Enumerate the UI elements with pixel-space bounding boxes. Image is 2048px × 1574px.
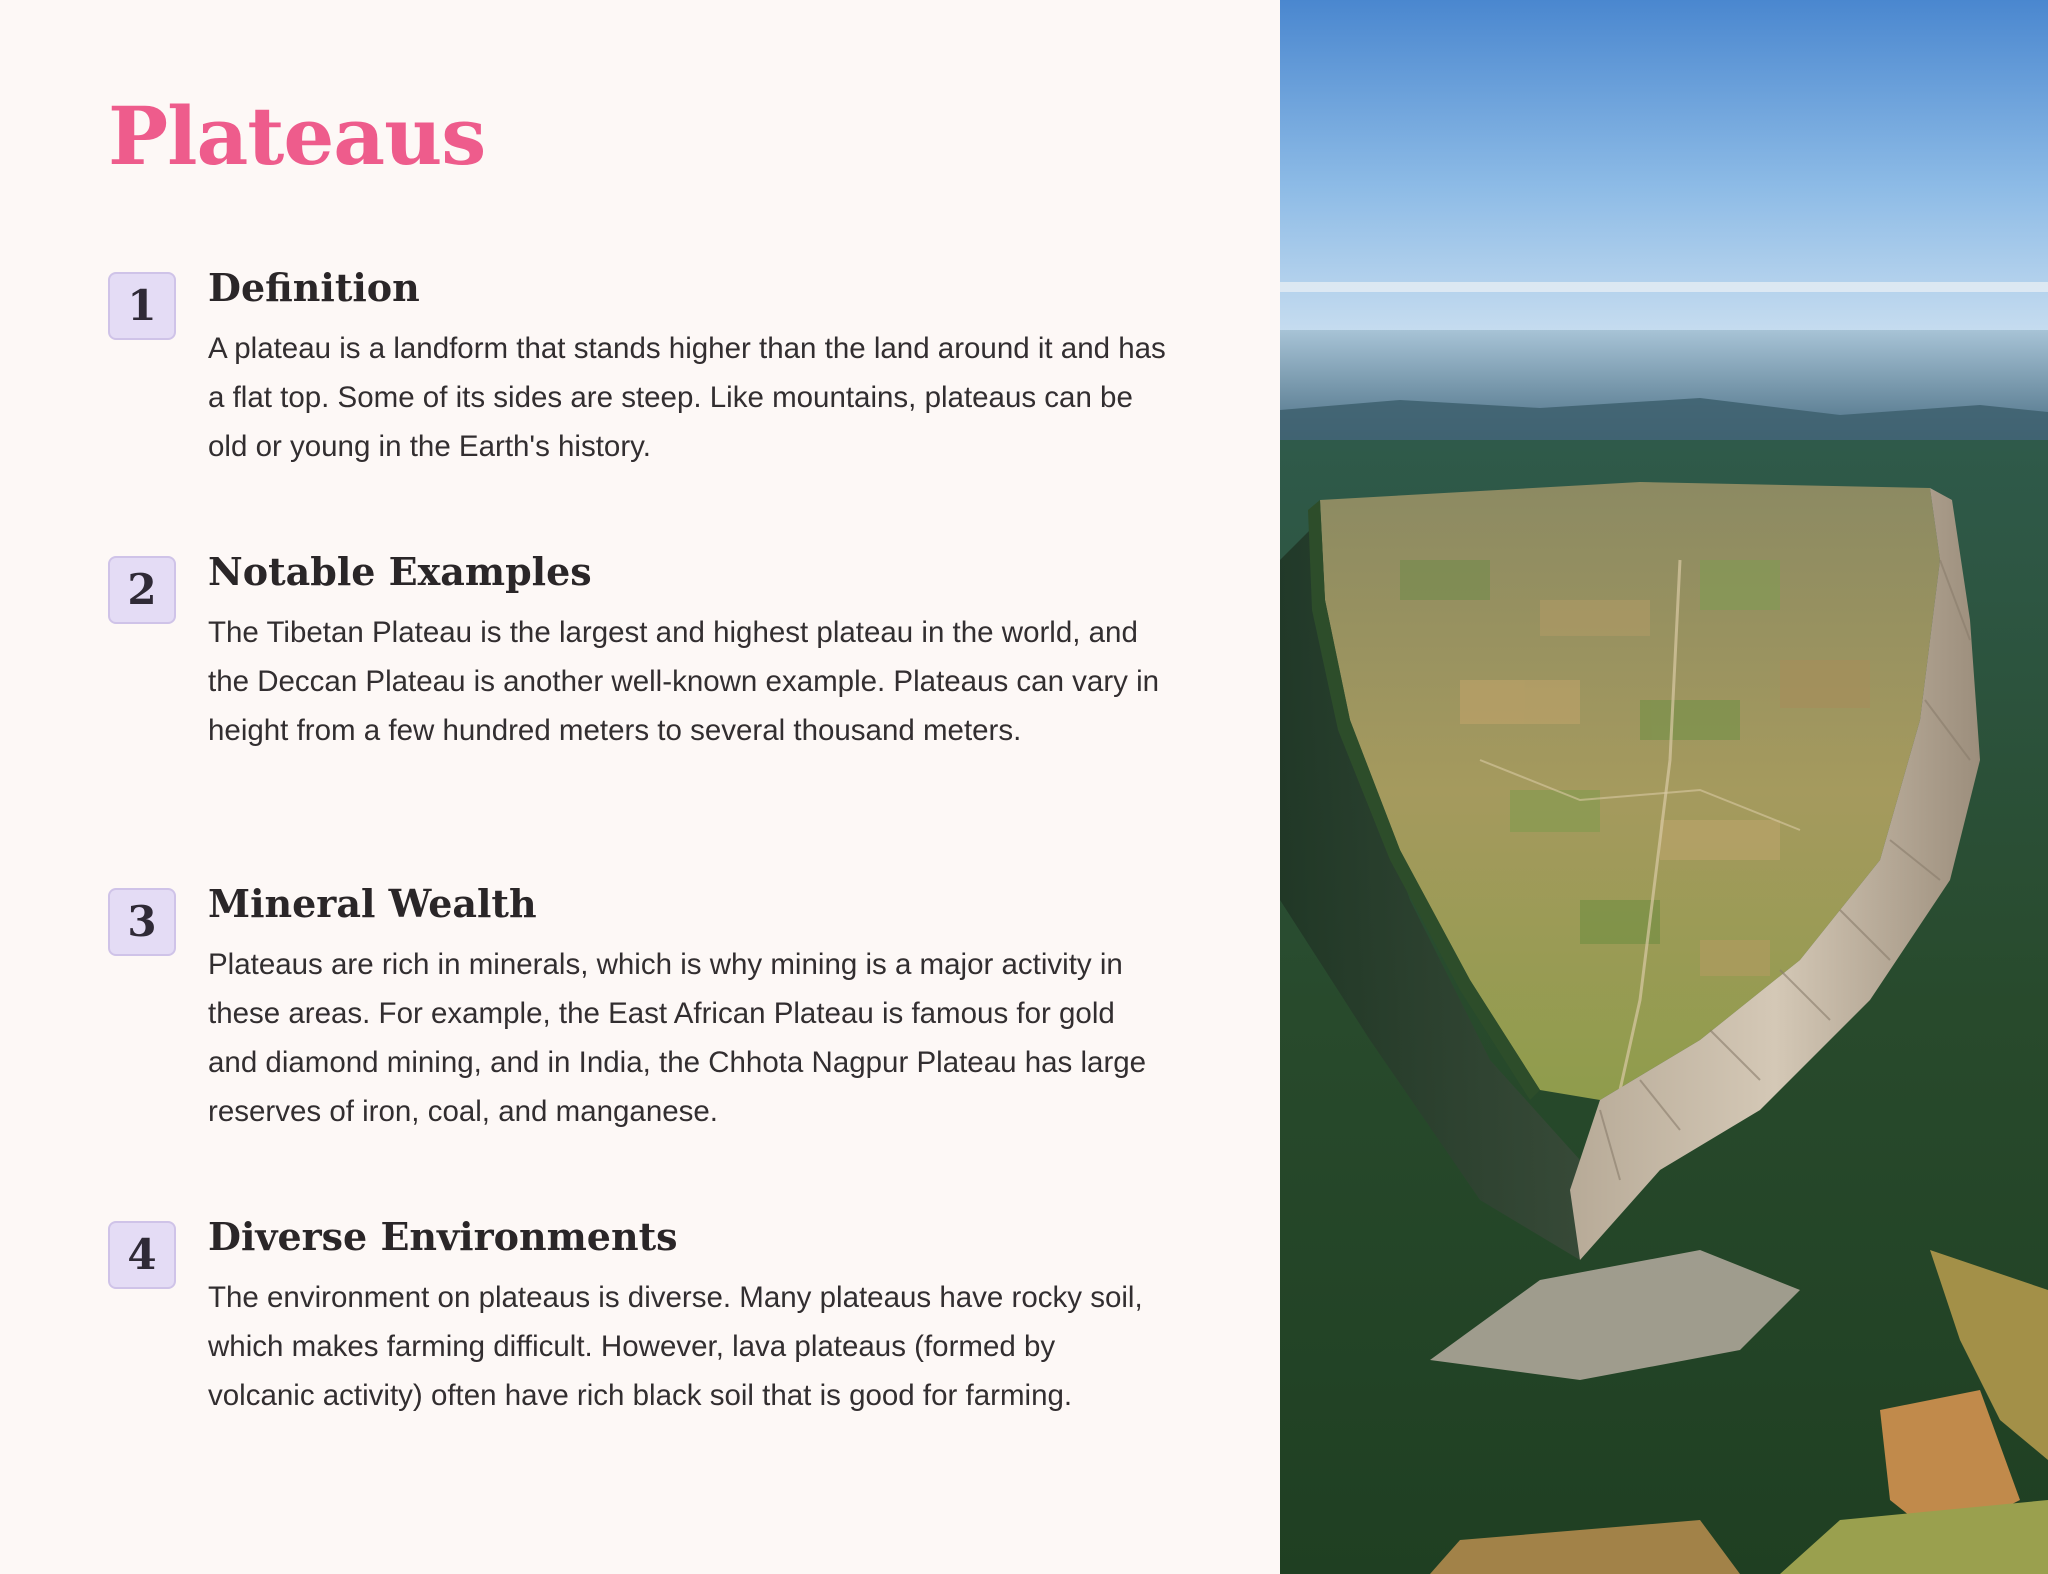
number-badge: 4 [108,1221,176,1289]
slide-title: Plateaus [108,89,486,183]
item-heading: Notable Examples [208,549,592,594]
item-body: The Tibetan Plateau is the largest and highest plateau in the world, and the Deccan Plateau is another well-known example. Plateaus can vary in height from a few hundred meters to several thousand meters. [208,616,1160,747]
number-badge: 3 [108,888,176,956]
item-body: A plateau is a landform that stands higher than the land around it and has a flat top. Some of its sides are steep. Like mountains, plateaus can be old or young in the Earth's history. [208,332,1166,463]
number-badge: 1 [108,272,176,340]
item-body: The environment on plateaus is diverse. Many plateaus have rocky soil, which makes farming difficult. However, lava plateaus (formed by volcanic activity) often have rich black soil that is good for farming. [208,1281,1143,1412]
plateau-aerial-photo [1280,0,2048,1574]
item-heading: Mineral Wealth [208,881,537,926]
item-heading: Definition [208,265,420,310]
item-heading: Diverse Environments [208,1214,678,1259]
item-body: Plateaus are rich in minerals, which is why mining is a major activity in these areas. For example, the East African Plateau is famous for gold and diamond mining, and in India, the Chhota Nagpur Plateau has large reserves of iron, coal, and manganese. [208,948,1147,1128]
number-badge: 2 [108,556,176,624]
